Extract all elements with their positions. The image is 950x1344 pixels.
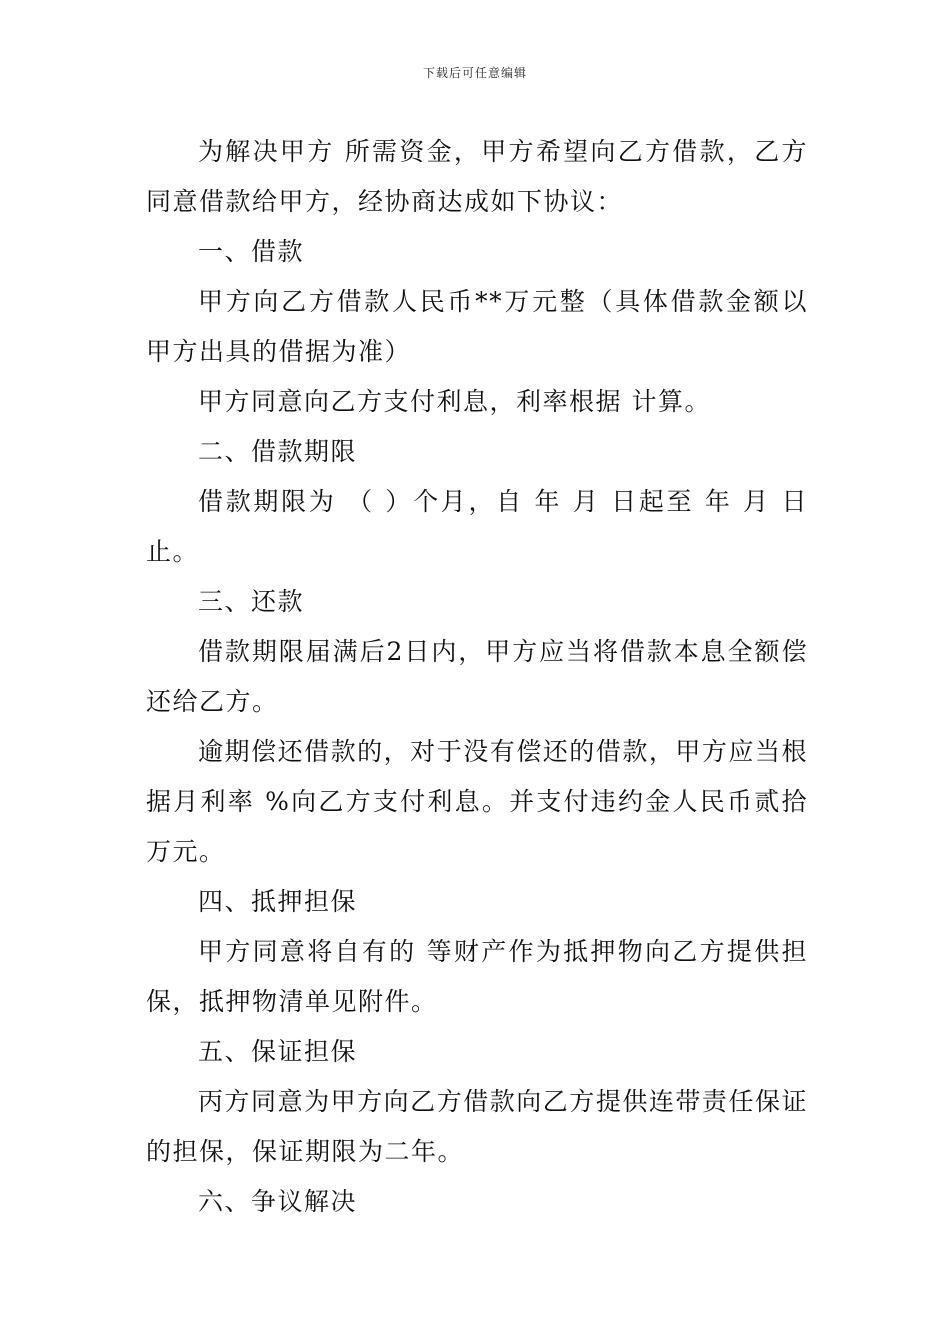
section-heading-repayment: 三、还款 [198, 587, 305, 616]
section-heading-guarantee: 五、保证担保 [198, 1037, 358, 1066]
section-heading-mortgage: 四、抵押担保 [198, 887, 358, 916]
paragraph-term: 借款期限为 （ ）个月，自 年 月 日起至 年 月 日止。 [146, 487, 808, 566]
section-heading-term: 二、借款期限 [198, 437, 358, 466]
paragraph-intro: 为解决甲方 所需资金，甲方希望向乙方借款，乙方同意借款给甲方，经协商达成如下协议： [146, 137, 808, 216]
page-header-note: 下载后可任意编辑 [422, 66, 527, 80]
section-heading-dispute: 六、争议解决 [198, 1187, 358, 1216]
paragraph-repayment: 借款期限届满后2日内，甲方应当将借款本息全额偿还给乙方。 [146, 637, 808, 716]
paragraph-interest: 甲方同意向乙方支付利息，利率根据 计算。 [198, 387, 711, 416]
section-heading-loan: 一、借款 [198, 237, 305, 266]
paragraph-guarantee: 丙方同意为甲方向乙方借款向乙方提供连带责任保证的担保，保证期限为二年。 [146, 1087, 808, 1166]
paragraph-loan-amount: 甲方向乙方借款人民币**万元整（具体借款金额以甲方出具的借据为准） [146, 287, 808, 366]
paragraph-overdue: 逾期偿还借款的，对于没有偿还的借款，甲方应当根据月利率 %向乙方支付利息。并支付违约金人民币贰拾万元。 [146, 737, 808, 866]
document-body [146, 127, 808, 1227]
paragraph-mortgage: 甲方同意将自有的 等财产作为抵押物向乙方提供担保，抵押物清单见附件。 [146, 937, 808, 1016]
